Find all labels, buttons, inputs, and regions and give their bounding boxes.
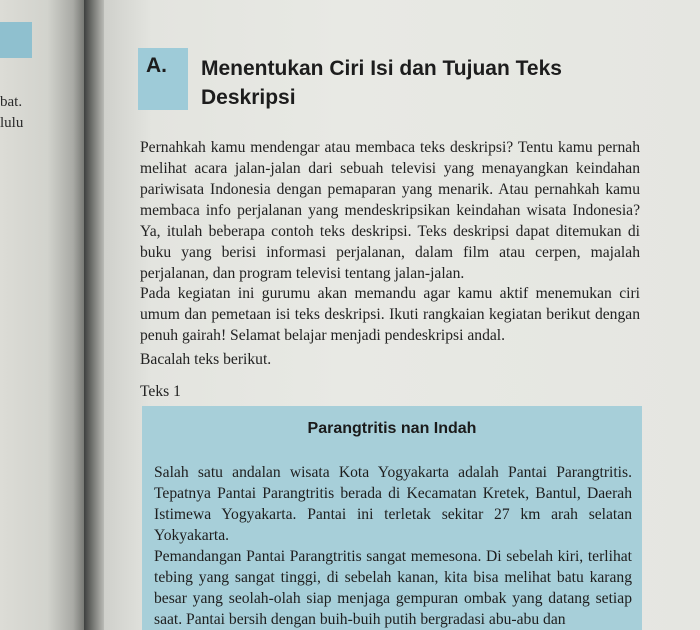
right-page [104, 0, 700, 630]
instruction-paragraph: Bacalah teks berikut. [140, 351, 272, 368]
left-page-tab [0, 22, 32, 58]
book-gutter [84, 0, 106, 630]
reading-text-paragraph: Salah satu andalan wisata Kota Yogyakarta adalah Pantai Parangtritis. Tepatnya Pantai Parangtritis berada di Kecamatan Kretek, Bantul, Daerah Istimewa Yogyakarta. Pantai ini terletak sekitar 27 km arah selatan Yokyakarta. [154, 464, 632, 544]
left-page-line: lulu [0, 115, 24, 131]
section-title: Menentukan Ciri Isi dan Tujuan Teks Deskripsi [201, 57, 562, 109]
reading-text-card [142, 406, 642, 630]
intro-paragraph: Pernahkah kamu mendengar atau membaca teks deskripsi? Tentu kamu pernah melihat acara jalan-jalan dari sebuah televisi yang menayangkan keindahan pariwisata Indonesia dengan pemaparan yang menarik. Atau pernahkah kamu membaca info perjalanan yang mendeskripsikan keindahan wisata Indonesia? Ya, itulah beberapa contoh teks deskripsi. Teks deskripsi dapat ditemukan di buku yang berisi informasi perjalanan, dalam film atau cerpen, majalah perjalanan, dan program televisi tentang jalan-jalan. [140, 139, 640, 282]
reading-text-paragraph: Pemandangan Pantai Parangtritis sangat memesona. Di sebelah kiri, terlihat tebing yang sangat tinggi, di sebelah kanan, kita bisa melihat batu karang besar yang seolah-olah siap menjaga gempuran ombak yang datang setiap saat. Pantai bersih dengan buih-buih putih bergradasi abu-abu dan [154, 548, 632, 628]
section-letter: A. [146, 54, 167, 77]
left-page-line: bat. [0, 94, 23, 110]
left-page [0, 0, 86, 630]
text-label: Teks 1 [140, 383, 181, 400]
reading-text-title: Parangtritis nan Indah [307, 420, 477, 437]
activity-paragraph: Pada kegiatan ini gurumu akan memandu agar kamu aktif menemukan ciri umum dan pemetaan isi teks deskripsi. Ikuti rangkaian kegiatan berikut dengan penuh gairah! Selamat belajar menjadi pendeskripsi andal. [140, 285, 640, 344]
